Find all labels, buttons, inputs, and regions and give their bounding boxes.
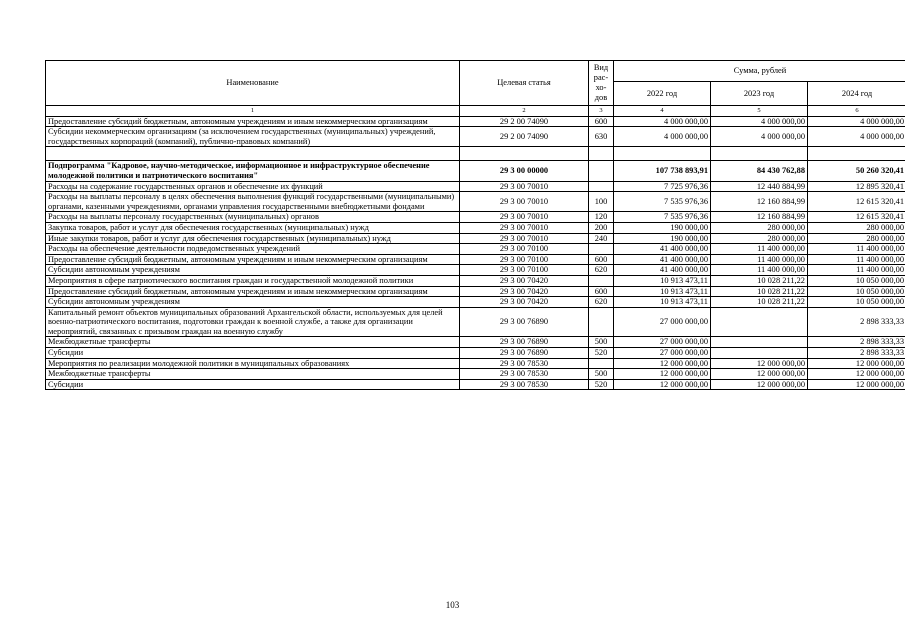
row-target-code: 29 3 00 70010 [460, 192, 589, 212]
row-sum-2024: 11 400 000,00 [808, 265, 905, 276]
row-target-code: 29 3 00 00000 [460, 161, 589, 181]
row-sum-2022: 12 000 000,00 [614, 358, 711, 369]
row-sum-2024: 2 898 333,33 [808, 337, 905, 348]
row-sum-2023 [711, 337, 808, 348]
row-sum-2023: 12 160 884,99 [711, 192, 808, 212]
row-name: Субсидии некоммерческим организациям (за исключением государственных (муниципальных) учреждений, государственных корпораций (компаний), публично-правовых компаний) [46, 127, 460, 147]
row-kind-code [589, 244, 614, 255]
row-sum-2022: 107 738 893,91 [614, 161, 711, 181]
row-name: Субсидии [46, 379, 460, 390]
table-row [46, 181, 905, 192]
row-target-code: 29 2 00 74090 [460, 127, 589, 147]
row-sum-2022: 7 535 976,36 [614, 192, 711, 212]
row-sum-2024: 280 000,00 [808, 233, 905, 244]
row-sum-2022: 41 400 000,00 [614, 254, 711, 265]
row-name: Расходы на содержание государственных органов и обеспечение их функций [46, 181, 460, 192]
row-sum-2023: 4 000 000,00 [711, 116, 808, 127]
row-sum-2024: 280 000,00 [808, 222, 905, 233]
row-target-code: 29 3 00 70010 [460, 181, 589, 192]
row-kind-code: 620 [589, 297, 614, 308]
row-kind-code: 120 [589, 212, 614, 223]
row-sum-2023: 11 400 000,00 [711, 254, 808, 265]
row-target-code: 29 3 00 70100 [460, 265, 589, 276]
row-target-code: 29 3 00 70010 [460, 233, 589, 244]
row-sum-2024 [808, 147, 905, 161]
row-kind-code: 200 [589, 222, 614, 233]
row-sum-2023 [711, 348, 808, 359]
row-target-code: 29 3 00 70420 [460, 286, 589, 297]
row-name: Подпрограмма "Кадровое, научно-методическое, информационное и инфраструктурное обеспечение молодежной политики и патриотического воспитания" [46, 161, 460, 181]
budget-table [45, 60, 905, 390]
table-row [46, 265, 905, 276]
row-kind-code [589, 358, 614, 369]
row-kind-code: 600 [589, 116, 614, 127]
table-row [46, 147, 905, 161]
page-number: 103 [445, 600, 460, 610]
row-kind-code: 100 [589, 192, 614, 212]
row-sum-2022: 41 400 000,00 [614, 265, 711, 276]
row-sum-2024: 10 050 000,00 [808, 275, 905, 286]
row-target-code: 29 3 00 76890 [460, 337, 589, 348]
row-target-code: 29 3 00 70420 [460, 297, 589, 308]
row-target-code: 29 3 00 78530 [460, 379, 589, 390]
table-row [46, 369, 905, 380]
row-sum-2023: 12 000 000,00 [711, 369, 808, 380]
row-sum-2022: 10 913 473,11 [614, 275, 711, 286]
row-name: Закупка товаров, работ и услуг для обеспечения государственных (муниципальных) нужд [46, 222, 460, 233]
header-sum: Сумма, рублей [614, 61, 905, 82]
row-kind-code: 600 [589, 286, 614, 297]
row-target-code: 29 2 00 74090 [460, 116, 589, 127]
row-sum-2022: 4 000 000,00 [614, 116, 711, 127]
row-sum-2024: 12 000 000,00 [808, 369, 905, 380]
header-row-top [46, 61, 905, 82]
row-sum-2023: 11 400 000,00 [711, 244, 808, 255]
row-target-code: 29 3 00 70010 [460, 212, 589, 223]
row-sum-2024: 50 260 320,41 [808, 161, 905, 181]
table-row [46, 254, 905, 265]
row-sum-2023: 10 028 211,22 [711, 275, 808, 286]
row-kind-code [589, 275, 614, 286]
row-sum-2022: 190 000,00 [614, 222, 711, 233]
row-target-code: 29 3 00 70100 [460, 254, 589, 265]
row-sum-2024: 12 000 000,00 [808, 379, 905, 390]
header-target: Целевая статья [460, 61, 589, 106]
row-sum-2023 [711, 147, 808, 161]
row-kind-code: 520 [589, 379, 614, 390]
row-kind-code: 600 [589, 254, 614, 265]
row-sum-2022: 27 000 000,00 [614, 348, 711, 359]
row-sum-2022 [614, 147, 711, 161]
table-row [46, 116, 905, 127]
row-sum-2023: 10 028 211,22 [711, 297, 808, 308]
row-sum-2023: 4 000 000,00 [711, 127, 808, 147]
header-kind: Вид рас-хо-дов [589, 61, 614, 106]
table-row [46, 233, 905, 244]
row-sum-2024: 12 615 320,41 [808, 212, 905, 223]
row-name: Расходы на выплаты персоналу государственных (муниципальных) органов [46, 212, 460, 223]
row-name: Капитальный ремонт объектов муниципальных образований Архангельской области, используемых для целей военно-патриотического воспитания, подготовки граждан к военной службе, а также для организации мероприятий, связанных с призывом граждан на военную службу [46, 307, 460, 337]
row-name: Субсидии [46, 348, 460, 359]
row-kind-code [589, 161, 614, 181]
row-sum-2023: 84 430 762,88 [711, 161, 808, 181]
index-cell: 5 [711, 106, 808, 117]
row-kind-code: 500 [589, 337, 614, 348]
row-target-code: 29 3 00 70100 [460, 244, 589, 255]
row-sum-2023: 10 028 211,22 [711, 286, 808, 297]
index-cell: 3 [589, 106, 614, 117]
index-cell: 4 [614, 106, 711, 117]
row-sum-2024: 10 050 000,00 [808, 286, 905, 297]
row-sum-2022: 27 000 000,00 [614, 337, 711, 348]
table-row [46, 379, 905, 390]
table-row [46, 192, 905, 212]
row-sum-2024: 12 615 320,41 [808, 192, 905, 212]
row-name: Субсидии автономным учреждениям [46, 297, 460, 308]
row-sum-2023: 280 000,00 [711, 233, 808, 244]
row-name [46, 147, 460, 161]
row-target-code: 29 3 00 76890 [460, 307, 589, 337]
table-row [46, 222, 905, 233]
row-sum-2024: 10 050 000,00 [808, 297, 905, 308]
row-sum-2022: 4 000 000,00 [614, 127, 711, 147]
header-year-2024: 2024 год [808, 82, 905, 106]
row-name: Расходы на обеспечение деятельности подведомственных учреждений [46, 244, 460, 255]
table-row [46, 297, 905, 308]
table-row [46, 212, 905, 223]
row-target-code: 29 3 00 70010 [460, 222, 589, 233]
table-row [46, 161, 905, 181]
row-target-code: 29 3 00 76890 [460, 348, 589, 359]
row-sum-2024: 4 000 000,00 [808, 116, 905, 127]
row-kind-code [589, 307, 614, 337]
row-target-code: 29 3 00 78530 [460, 369, 589, 380]
index-cell: 1 [46, 106, 460, 117]
row-sum-2024: 4 000 000,00 [808, 127, 905, 147]
row-sum-2024: 12 000 000,00 [808, 358, 905, 369]
row-sum-2022: 27 000 000,00 [614, 307, 711, 337]
index-cell: 6 [808, 106, 905, 117]
table-row [46, 286, 905, 297]
row-sum-2023: 12 000 000,00 [711, 379, 808, 390]
row-name: Межбюджетные трансферты [46, 369, 460, 380]
row-sum-2023 [711, 307, 808, 337]
row-kind-code [589, 181, 614, 192]
header-year-2022: 2022 год [614, 82, 711, 106]
row-sum-2022: 7 725 976,36 [614, 181, 711, 192]
row-sum-2022: 7 535 976,36 [614, 212, 711, 223]
row-sum-2023: 12 000 000,00 [711, 358, 808, 369]
row-target-code: 29 3 00 70420 [460, 275, 589, 286]
row-target-code [460, 147, 589, 161]
row-kind-code: 500 [589, 369, 614, 380]
header-name: Наименование [46, 61, 460, 106]
row-name: Субсидии автономным учреждениям [46, 265, 460, 276]
header-year-2023: 2023 год [711, 82, 808, 106]
row-sum-2023: 12 160 884,99 [711, 212, 808, 223]
row-kind-code: 240 [589, 233, 614, 244]
table-row [46, 127, 905, 147]
index-cell: 2 [460, 106, 589, 117]
row-sum-2022: 10 913 473,11 [614, 297, 711, 308]
row-sum-2024: 12 895 320,41 [808, 181, 905, 192]
row-sum-2023: 12 440 884,99 [711, 181, 808, 192]
table-row [46, 337, 905, 348]
row-kind-code: 520 [589, 348, 614, 359]
row-sum-2024: 2 898 333,33 [808, 348, 905, 359]
header-index-row [46, 106, 905, 117]
row-kind-code: 620 [589, 265, 614, 276]
row-name: Мероприятия в сфере патриотического воспитания граждан и государственной молодежной политики [46, 275, 460, 286]
row-name: Иные закупки товаров, работ и услуг для обеспечения государственных (муниципальных) нужд [46, 233, 460, 244]
row-sum-2022: 12 000 000,00 [614, 379, 711, 390]
table-row [46, 348, 905, 359]
table-row [46, 307, 905, 337]
row-name: Предоставление субсидий бюджетным, автономным учреждениям и иным некоммерческим организациям [46, 116, 460, 127]
row-sum-2022: 41 400 000,00 [614, 244, 711, 255]
row-kind-code: 630 [589, 127, 614, 147]
row-name: Предоставление субсидий бюджетным, автономным учреждениям и иным некоммерческим организациям [46, 286, 460, 297]
row-sum-2022: 12 000 000,00 [614, 369, 711, 380]
row-sum-2023: 280 000,00 [711, 222, 808, 233]
row-name: Межбюджетные трансферты [46, 337, 460, 348]
table-row [46, 244, 905, 255]
row-sum-2023: 11 400 000,00 [711, 265, 808, 276]
table-row [46, 358, 905, 369]
row-name: Расходы на выплаты персоналу в целях обеспечения выполнения функций государственными (муниципальными) органами, казенными учреждениями, органами управления государственными внебюджетными фондами [46, 192, 460, 212]
row-sum-2022: 10 913 473,11 [614, 286, 711, 297]
row-target-code: 29 3 00 78530 [460, 358, 589, 369]
row-kind-code [589, 147, 614, 161]
row-sum-2024: 2 898 333,33 [808, 307, 905, 337]
row-name: Мероприятия по реализации молодежной политики в муниципальных образованиях [46, 358, 460, 369]
row-name: Предоставление субсидий бюджетным, автономным учреждениям и иным некоммерческим организациям [46, 254, 460, 265]
row-sum-2024: 11 400 000,00 [808, 254, 905, 265]
table-row [46, 275, 905, 286]
row-sum-2024: 11 400 000,00 [808, 244, 905, 255]
row-sum-2022: 190 000,00 [614, 233, 711, 244]
